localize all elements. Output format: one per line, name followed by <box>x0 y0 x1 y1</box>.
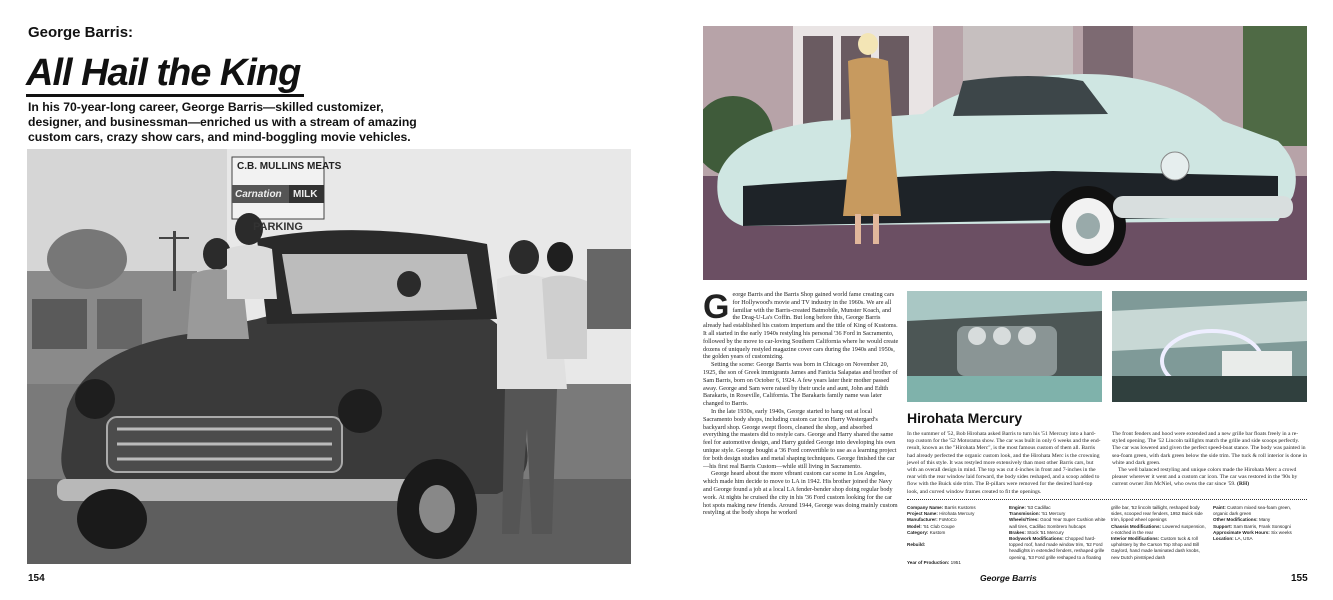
article-body <box>703 291 899 567</box>
spec-row: Transmission: '51 Mercury <box>1009 511 1066 517</box>
spec-row: Paint: Custom mixed sea-foam green, organic dark green <box>1213 505 1292 517</box>
photo-illustration-top <box>703 26 1307 280</box>
spec-row: Engine: '53 Cadillac <box>1009 505 1051 510</box>
body-paragraph-2: Setting the scene: George Barris was born in Chicago on November 20, 1925, the son of Greek immigrants James and Fanicia Salapatas and brother of Sam Barris, born on October 6, 1924. A few years later their mother passed away. George and Sam were raised by their uncle and aunt, John and Edith Barakaris, in Roseville, California. The Barakaris family name was later changed to Barris. <box>703 361 898 408</box>
spec-row: Company Name: Barris Kustoms <box>907 505 976 510</box>
spec-row: Other Modifications: Many <box>1213 517 1271 523</box>
spec-row: Project Name: Hirohata Mercury <box>907 511 975 517</box>
sidebar-col-2 <box>1112 431 1307 489</box>
spec-row: Year of Production: 1951 <box>907 560 961 566</box>
body-paragraph-1: eorge Barris and the Barris Shop gained world fame creating cars for Hollywood's movie and TV industry in the 1960s. We are all familiar with the Barris-created Batmobile, Munster Koach, and the Drag-U-La's Coffin. But long before this, George Barris already had established his custom imperium and the title of King of Kustoms. It all started in the early 1940s restyling his personal '36 Ford in Sacramento, followed by the move to car-loving Southern California where he would create dozens of uniquely restyled magazine cover cars during the 1940s and 1950s, the golden years of customizing. <box>703 291 899 361</box>
page-number-left: 154 <box>28 573 45 584</box>
body-paragraph-3: In the late 1930s, early 1940s, George started to hang out at local Sacramento body shops, including custom car icon Harry Westergard's backyard shop. George swept floors, cleaned the shop, and absorbed everything the masters did to restyle cars. George and Harry shared the same feel for automotive design, and Harry guided George into developing his own unique style. George bought a '36 Ford convertible to use as a learning project for both design studies and metal shaping techniques. George finished the car—his first real Barris Custom—while still living in Sacramento. <box>703 407 897 470</box>
color-photo-engine-bay <box>907 291 1102 402</box>
spec-row: Category: Kustom <box>907 529 946 535</box>
kicker: George Barris: <box>28 24 134 41</box>
spec-row: Brakes: Stock '51 Mercury <box>1009 529 1064 535</box>
body-paragraph-4: George heard about the more vibrant custom car scene in Los Angeles, which made him decide to move to LA in 1942. His brother joined the Navy and George found a job at a local LA fender-bender shop doing regular body work. At nights he cruised the city in his '36 Ford custom looking for the car hot spots making new friends. Around 1944, George was doing mainly custom restyling at the body shops he worked <box>703 470 898 517</box>
sign-text-meats: C.B. MULLINS MEATS <box>237 161 342 172</box>
photo-illustration-engine <box>907 291 1102 402</box>
photo-illustration <box>27 149 631 564</box>
drop-cap: G <box>703 291 730 326</box>
spec-row: Rebuild: <box>907 542 926 548</box>
spec-row: Support: Sam Barris, Frank Sonsogni <box>1213 523 1291 529</box>
photo-illustration-interior <box>1112 291 1307 402</box>
article-title: All Hail the King <box>26 52 304 97</box>
spec-column-4 <box>1213 505 1307 542</box>
spec-column-2 <box>1009 505 1107 561</box>
sidebar-signoff: (RH) <box>1236 481 1250 488</box>
running-footer: George Barris <box>980 573 1037 583</box>
spec-row: Bodywork Modifications: Chopped hard-topped roof, hand made window trim, '52 Ford headlights in extended fenders, reshaped grille opening, '53 Ford grille reshaped to a floating <box>1009 536 1105 560</box>
color-photo-woman-with-mercury <box>703 26 1307 280</box>
spec-row: grille bar, '52 lincoln taillight, reshaped body sides, scooped rear fenders, 1952 Buick side trim, lipped wheel openings <box>1111 505 1203 523</box>
bw-photo-group-with-custom-car <box>27 149 631 564</box>
spec-row: Manufacturer: FoMoCo <box>907 517 957 523</box>
spec-divider <box>907 499 1307 500</box>
spec-row: Approximate Work Hours: Six weeks <box>1213 529 1292 535</box>
spec-row: Location: LA, USA <box>1213 536 1253 542</box>
color-photo-interior-dash <box>1112 291 1307 402</box>
sidebar-title: Hirohata Mercury <box>907 410 1023 426</box>
page-number-right: 155 <box>1291 573 1308 584</box>
spec-column-1 <box>907 505 1005 566</box>
sign-text-parking: PARKING <box>253 221 303 233</box>
spec-column-3 <box>1111 505 1209 561</box>
sidebar-col-2-text: The front fenders and hood were extended and a new grille bar floats freely in a re-styled opening. The '52 Lincoln taillights match the grille and side scoops perfectly. The car was lowered and given the perfect speed-boat stance. The body was painted in sea-foam green, with dark green below the side trim. The tuck & roll interior is done in white and dark green. <box>1112 431 1307 466</box>
spec-row: Chassis Modifications: Lowered suspension, c-notched in the rear <box>1111 523 1206 535</box>
article-deck: In his 70-year-long career, George Barris—skilled customizer, designer, and businessman—enriched us with a stream of amazing custom cars, crazy show cars, and mind-boggling movie vehicles. <box>28 100 417 144</box>
spec-row: Interior Modifications: Custom tuck & roll upholstery by the Carson Top Shop and Bill Gaylord, hand made laminated dash knobs, new Dutch pinstriped dash <box>1111 536 1200 560</box>
spec-row: Model: '51 Club Coupe <box>907 523 955 529</box>
sign-text-milk: MILK <box>293 189 318 200</box>
sign-text-carnation: Carnation <box>235 189 282 200</box>
sidebar-col-2b-text: The well balanced restyling and unique colors made the Hirohata Merc a crowd pleaser wherever it went and a custom car icon. The car was restored in the '90s by current owner Jim McNiel, who owns the car since '59. <box>1112 467 1298 488</box>
spec-row: Wheels/Tires: Good Year Super Cushion white wall tires, Cadillac Sombrero hubcaps <box>1009 517 1106 529</box>
sidebar-col-1: In the summer of '52, Bob Hirohata asked Barris to turn his '51 Mercury into a hard-top custom for the '52 Motorama show. The car was built in only 6 weeks and the end-result, known as the "Hirohata Merc", is the most famous custom of them all. Barris had already perfected the organic custom look, and the Hirohata Merc is the crowning jewel of this style. It was restyled more extensively than most other Barris cars, but with an overall design in mind. The top was cut 4-inches in front and 7-inches in the rear with the rear window laid forward, the body sides reshaped, and a scoop added to flow with the Buick side trim. The B-pillars were removed for the desired hard-top look, and curved window frames created to fit the openings. <box>907 431 1101 495</box>
